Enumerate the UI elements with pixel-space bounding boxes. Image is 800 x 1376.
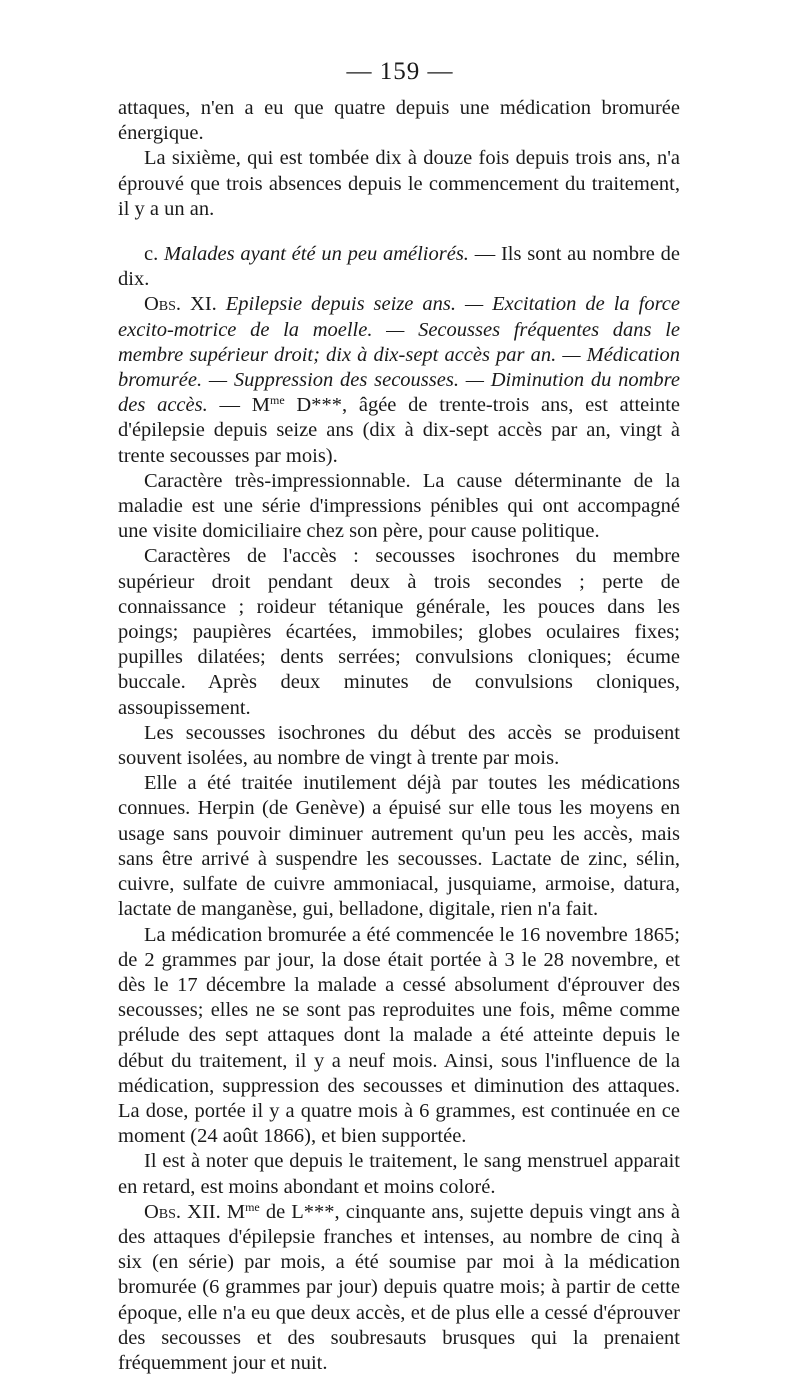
body-text xyxy=(118,96,680,1376)
observation-12 xyxy=(118,1200,680,1376)
paragraph-sixth-patient: La sixième, qui est tombée dix à douze fois depuis trois ans, n'a éprouvé que trois absences depuis le commencement du traitement, il y a un an. xyxy=(118,147,680,220)
paragraph-attack-characters: Caractères de l'accès : secousses isochrones du membre supérieur droit pendant deux à trois secondes ; perte de connaissance ; roideur tétanique générale, les pouces dans les poings; paupières écartées, immobiles; globes oculaires fixes; pupilles dilatées; dents serrées; convulsions cloniques; écume buccale. Après deux minutes de convulsions cloniques, assoupissement. xyxy=(118,545,680,719)
paragraph-isochronous-shocks: Les secousses isochrones du début des accès se produisent souvent isolées, au nombre de vingt à trente par mois. xyxy=(118,721,680,770)
paragraph-character: Caractère très-impressionnable. La cause déterminante de la maladie est une série d'impressions pénibles qui ont accompagné une visite domiciliaire chez son père, pour cause politique. xyxy=(118,469,680,543)
observation-12-patient-sup: me xyxy=(245,1199,260,1214)
observation-11-summary: Epilepsie depuis seize ans. — Excitation de la force excito-motrice de la moelle. — Secousses fréquentes dans le membre supérieur droit; dix à dix-sept accès par an. — Médication bromurée. — Suppression des secousses. — Diminution du nombre des accès. xyxy=(118,293,680,417)
paragraph-menstrual-note: Il est à noter que depuis le traitement, le sang menstruel apparait en retard, est moins abondant et moins coloré. xyxy=(118,1150,680,1198)
paragraph-previous-treatments: Elle a été traitée inutilement déjà par toutes les médications connues. Herpin (de Genève) a épuisé sur elle tous les moyens en usage sans pouvoir diminuer autrement qu'un peu les accès, mais sans être arrivé à suspendre les secousses. Lactate de zinc, sélin, cuivre, sulfate de cuivre ammoniacal, jusquiame, armoise, datura, lactate de manganèse, gui, belladone, digitale, rien n'a fait. xyxy=(118,772,680,921)
observation-11-patient-sup: me xyxy=(269,393,285,408)
paragraph-bromide-treatment: La médication bromurée a été commencée le 16 novembre 1865; de 2 grammes par jour, la dose était portée à 3 le 28 novembre, et dès le 17 décembre la malade a cessé absolument d'éprouver des secousses; elles ne se sont pas reproduites une fois, même comme prélude des sept attaques dont la malade a été atteinte depuis le début du traitement, il y a neuf mois. Ainsi, sous l'influence de la médication, suppression des secousses et diminution des attaques. La dose, portée il y a quatre mois à 6 grammes, est continuée en ce moment (24 août 1866), et bien supportée. xyxy=(118,923,680,1148)
section-heading-c xyxy=(118,242,680,292)
observation-12-text: , cinquante ans, sujette depuis vingt ans à des attaques d'épilepsie franches et intenses, au nombre de cinq à six (en série) par mois, a été soumise par moi à la médication bromurée (6 grammes par jour) depuis quatre mois; à partir de cette époque, elle n'a eu que deux accès, et de plus elle a cessé d'éprouver des secousses et des soubresauts brusques qui la prenaient fréquemment jour et nuit. xyxy=(118,1200,681,1374)
observation-12-label: Obs. XII. xyxy=(144,1200,221,1223)
observation-11-patient: M xyxy=(251,394,270,417)
section-count: — Ils sont au nombre de dix. xyxy=(118,243,681,291)
observation-11-initial: D*** xyxy=(296,394,342,417)
observation-11-text: , âgée de trente-trois ans, est atteinte d'épilepsie depuis seize ans (dix à dix-sept accès par an, vingt à trente secousses par mois). xyxy=(118,394,681,467)
observation-12-initial: de L*** xyxy=(265,1200,335,1223)
section-letter: c. xyxy=(144,243,159,266)
observation-11-label: Obs. XI. xyxy=(144,293,217,316)
page-number: — 159 — xyxy=(346,58,454,85)
observation-11: Obs. XI. Epilepsie depuis seize ans. — Excitation de la force excito-motrice de la moelle. — Secousses fréquentes dans le membre supérieur droit; dix à dix-sept accès par an. — Médication bromurée. — Suppression des secousses. — Diminution du nombre des accès. — $M^{me}$ D***, âgée de trente-trois ans, est atteinte d'épilepsie depuis seize ans (dix à dix-sept accès par an, vingt à trente secousses par mois). xyxy=(118,293,681,467)
observation-12-patient: M xyxy=(226,1200,246,1223)
paragraph-continuation: attaques, n'en a eu que quatre depuis une médication bromurée énergique. xyxy=(118,97,680,145)
section-title: Malades ayant été un peu améliorés. xyxy=(164,243,469,266)
